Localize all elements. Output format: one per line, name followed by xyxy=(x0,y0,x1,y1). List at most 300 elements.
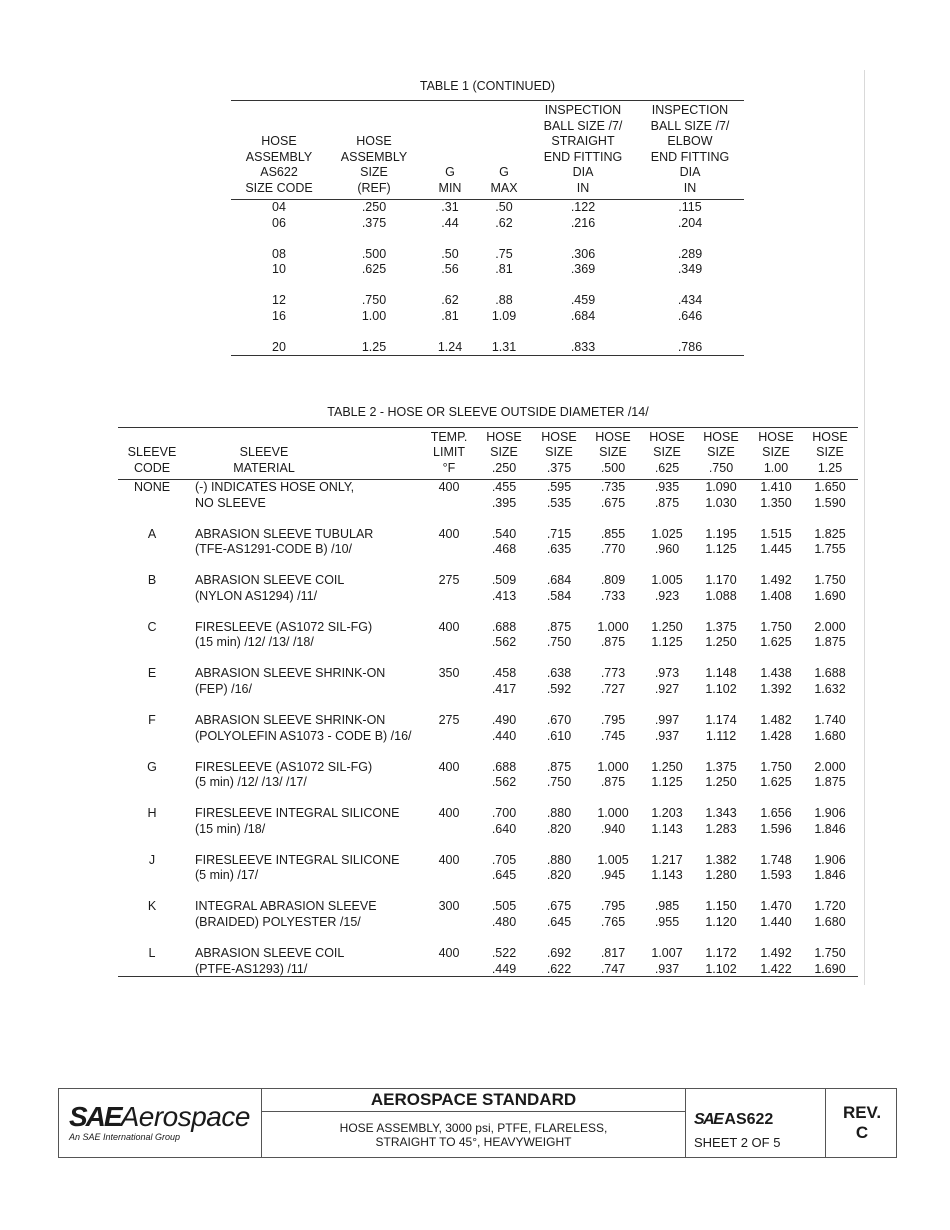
table1-cell: .62 xyxy=(495,216,513,230)
table2-sleeve-code: A xyxy=(147,526,157,541)
table2-header: .250 xyxy=(491,460,517,475)
table2-od-min: .562 xyxy=(491,635,517,650)
table1-header: ASSEMBLY xyxy=(245,149,313,164)
table1-header: ELBOW xyxy=(667,134,713,148)
table1-cell: .833 xyxy=(570,340,596,354)
table1-cell: .625 xyxy=(361,262,387,276)
table2-od-max: .795 xyxy=(600,899,626,914)
table1-cell: .88 xyxy=(495,293,513,307)
table2-od-max: 1.172 xyxy=(705,946,737,960)
table2-header: SLEEVE xyxy=(239,445,289,459)
table2-od-min: 1.846 xyxy=(814,821,846,836)
revision: REV. C xyxy=(842,1103,882,1142)
table1-cell: .349 xyxy=(677,262,703,276)
table2-od-min: .923 xyxy=(654,588,680,603)
table1-cell: 1.09 xyxy=(491,309,517,323)
table2-header: MATERIAL xyxy=(233,460,295,475)
table1-cell: 1.24 xyxy=(437,340,463,354)
table2-od-min: .480 xyxy=(491,914,517,929)
table2-sleeve-material: FIRESLEEVE INTEGRAL SILICONE xyxy=(195,852,400,867)
table2-od-min: .417 xyxy=(491,681,517,696)
table1-caption: TABLE 1 (CONTINUED) xyxy=(419,79,556,93)
revision-cell xyxy=(826,1089,898,1157)
table2-sleeve-code: B xyxy=(147,573,157,588)
table2-od-max: .670 xyxy=(546,713,572,727)
table1-cell: .56 xyxy=(441,262,459,276)
table2-od-max: .880 xyxy=(546,852,572,867)
table1-header: MIN xyxy=(438,180,462,195)
table2-od-max: 1.750 xyxy=(814,946,846,960)
table1-header: STRAIGHT xyxy=(551,134,615,148)
table2-sleeve-material: ABRASION SLEEVE COIL xyxy=(195,573,345,588)
table1-cell: 12 xyxy=(272,293,286,307)
table1-header: DIA xyxy=(679,165,701,179)
table2-sleeve-material: NO SLEEVE xyxy=(195,495,266,510)
table2-header: HOSE xyxy=(758,429,794,444)
table1-cell: 1.31 xyxy=(491,340,517,354)
table2-od-max: 1.650 xyxy=(814,480,846,494)
table2-od-min: 1.030 xyxy=(705,495,737,510)
table1-header: DIA xyxy=(572,165,594,179)
table2-od-min: .747 xyxy=(600,961,626,976)
table2-od-min: .440 xyxy=(491,728,517,743)
table2-od-max: 1.000 xyxy=(597,806,629,821)
table2-header: TEMP. xyxy=(430,429,468,444)
table2-od-min: .622 xyxy=(546,961,572,976)
table2-sleeve-code: NONE xyxy=(133,480,171,494)
table2-header: SIZE xyxy=(707,445,735,459)
table2-od-max: .638 xyxy=(546,666,572,681)
table2-od-max: .935 xyxy=(654,480,680,494)
table2-od-max: 1.250 xyxy=(651,759,683,774)
table2-od-max: 1.748 xyxy=(760,852,792,867)
table2-sleeve-material: (15 min) /18/ xyxy=(195,821,266,836)
table2-od-min: .750 xyxy=(546,635,572,650)
table2-od-max: .540 xyxy=(491,526,517,541)
table1-cell: .369 xyxy=(570,262,596,276)
document-number: SAE AS622 xyxy=(694,1111,774,1128)
table2-top-rule xyxy=(118,427,858,428)
table1-header: IN xyxy=(576,180,590,195)
table2-header: .750 xyxy=(708,460,734,475)
table2-od-max: .880 xyxy=(546,806,572,821)
table2-sleeve-material: ABRASION SLEEVE SHRINK-ON xyxy=(195,666,386,681)
table2-temp-limit: 400 xyxy=(438,526,460,541)
table1-header: IN xyxy=(683,180,697,195)
table2-header: °F xyxy=(442,460,456,475)
table2-od-min: .645 xyxy=(491,868,517,883)
table2-header: HOSE xyxy=(541,429,577,444)
table2-temp-limit: 300 xyxy=(438,899,460,914)
table1-header: HOSE xyxy=(261,134,297,148)
table2-od-max: 1.007 xyxy=(651,946,683,960)
table2-od-max: 1.688 xyxy=(814,666,846,681)
table2-od-max: 1.492 xyxy=(760,573,792,588)
table2-od-max: 1.492 xyxy=(760,946,792,960)
table2-od-max: 1.438 xyxy=(760,666,792,681)
table2-sleeve-material: (BRAIDED) POLYESTER /15/ xyxy=(195,914,361,929)
table2-od-max: 1.000 xyxy=(597,619,629,634)
table1-cell: .289 xyxy=(677,247,703,261)
table2-od-min: 1.350 xyxy=(760,495,792,510)
table2-od-max: .705 xyxy=(491,852,517,867)
table2-od-min: 1.408 xyxy=(760,588,792,603)
table1-cell: .44 xyxy=(441,216,459,230)
table2-temp-limit: 350 xyxy=(438,666,460,681)
table2-od-min: 1.632 xyxy=(814,681,846,696)
table2-sleeve-code: C xyxy=(147,619,157,634)
table2-header: SIZE xyxy=(816,445,844,459)
table1-cell: .500 xyxy=(361,247,387,261)
table2-od-max: 1.906 xyxy=(814,806,846,821)
table2-header: 1.00 xyxy=(763,460,789,475)
table2-od-max: .692 xyxy=(546,946,572,960)
sae-aerospace-logo: SAEAerospace xyxy=(69,1101,250,1132)
logo-cell xyxy=(59,1089,262,1157)
table2-temp-limit: 400 xyxy=(438,852,460,867)
table2-sleeve-material: (5 min) /17/ xyxy=(195,868,259,883)
table1-header: BALL SIZE /7/ xyxy=(543,118,623,133)
table2-od-min: 1.250 xyxy=(705,635,737,650)
table2-bottom-rule xyxy=(118,976,858,977)
table1-cell: .81 xyxy=(441,309,459,323)
table2-header: HOSE xyxy=(595,429,631,444)
document-number-cell xyxy=(686,1089,826,1157)
table2-od-min: .875 xyxy=(600,775,626,790)
table2-od-max: 1.250 xyxy=(651,619,683,634)
table1-cell: .50 xyxy=(441,247,459,261)
table2-sleeve-material: ABRASION SLEEVE SHRINK-ON xyxy=(195,713,386,727)
title-cell xyxy=(262,1089,686,1157)
table2-header: HOSE xyxy=(649,429,685,444)
table1-header: (REF) xyxy=(357,180,391,195)
table2-od-min: 1.625 xyxy=(760,775,792,790)
table1-cell: .306 xyxy=(570,247,596,261)
table2-od-min: 1.283 xyxy=(705,821,737,836)
table2-od-max: .684 xyxy=(546,573,572,588)
table2-sleeve-code: L xyxy=(148,946,156,960)
table1-cell: .75 xyxy=(495,247,513,261)
table2-od-min: 1.120 xyxy=(705,914,737,929)
table2-od-max: 1.174 xyxy=(705,713,737,727)
table2-od-max: 1.750 xyxy=(760,759,792,774)
table2-header: SIZE xyxy=(762,445,790,459)
table2-od-min: 1.596 xyxy=(760,821,792,836)
table1-cell: 16 xyxy=(272,309,286,323)
table2-od-max: 1.150 xyxy=(705,899,737,914)
table2-od-min: 1.625 xyxy=(760,635,792,650)
table2-od-min: .449 xyxy=(491,961,517,976)
table2-header: 1.25 xyxy=(817,460,843,475)
table2-od-min: 1.690 xyxy=(814,588,846,603)
table2-od-min: .820 xyxy=(546,868,572,883)
table2-header: LIMIT xyxy=(433,445,465,459)
table2-od-max: .490 xyxy=(491,713,517,727)
table2-sleeve-material: (-) INDICATES HOSE ONLY, xyxy=(195,480,355,494)
table2-od-max: 1.203 xyxy=(651,806,683,821)
table2-od-max: 1.148 xyxy=(705,666,737,681)
table1-header: SIZE xyxy=(360,165,388,179)
table2-od-max: 1.515 xyxy=(760,526,792,541)
table2-od-min: .875 xyxy=(600,635,626,650)
table2-sleeve-material: INTEGRAL ABRASION SLEEVE xyxy=(195,899,377,914)
table2-od-max: .817 xyxy=(600,946,626,960)
table1-cell: .750 xyxy=(361,293,387,307)
table1-header: G xyxy=(445,165,455,179)
table2-od-max: 1.000 xyxy=(597,759,629,774)
table2-od-max: 1.343 xyxy=(705,806,737,821)
table2-sleeve-material: (PTFE-AS1293) /11/ xyxy=(195,961,308,976)
table1-cell: .81 xyxy=(495,262,513,276)
table1-cell: 10 xyxy=(272,262,286,276)
table2-od-max: 1.090 xyxy=(705,480,737,494)
table2-od-max: 1.375 xyxy=(705,759,737,774)
table2-od-min: .960 xyxy=(654,542,680,557)
table2-od-max: .688 xyxy=(491,759,517,774)
table2-temp-limit: 400 xyxy=(438,619,460,634)
table2-od-max: 1.375 xyxy=(705,619,737,634)
table2-od-min: 1.875 xyxy=(814,775,846,790)
table1-header: SIZE CODE xyxy=(245,180,313,195)
table2-sleeve-material: FIRESLEEVE (AS1072 SIL-FG) xyxy=(195,619,373,634)
table2-header: HOSE xyxy=(486,429,522,444)
table2-od-max: 1.025 xyxy=(651,526,683,541)
table1-top-rule xyxy=(231,100,744,101)
table2-od-min: .945 xyxy=(600,868,626,883)
table1-cell: .786 xyxy=(677,340,703,354)
table2-od-max: 1.410 xyxy=(760,480,792,494)
table2-od-max: .455 xyxy=(491,480,517,494)
table2-od-min: .820 xyxy=(546,821,572,836)
table2-od-min: .765 xyxy=(600,914,626,929)
table2-header: .375 xyxy=(546,460,572,475)
table2-od-min: 1.875 xyxy=(814,635,846,650)
table2-od-max: .773 xyxy=(600,666,626,681)
table2-od-min: 1.422 xyxy=(760,961,792,976)
table2-od-min: .640 xyxy=(491,821,517,836)
table1-cell: 04 xyxy=(272,200,286,214)
table2-od-max: 1.906 xyxy=(814,852,846,867)
table2-od-min: 1.445 xyxy=(760,542,792,557)
table1-header: END FITTING xyxy=(650,149,730,164)
table2-sleeve-material: (15 min) /12/ /13/ /18/ xyxy=(195,635,314,650)
standard-description: HOSE ASSEMBLY, 3000 psi, PTFE, FLARELESS, STRAIGHT TO 45°, HEAVYWEIGHT xyxy=(339,1121,608,1149)
table2-od-min: .875 xyxy=(654,495,680,510)
table2-od-min: .675 xyxy=(600,495,626,510)
table2-od-min: .927 xyxy=(654,681,680,696)
table2-od-max: .458 xyxy=(491,666,517,681)
table2-sleeve-code: F xyxy=(148,713,156,727)
table2-sleeve-material: FIRESLEEVE INTEGRAL SILICONE xyxy=(195,806,400,821)
table2-od-max: 1.482 xyxy=(760,713,792,727)
table2-od-min: 1.125 xyxy=(651,635,683,650)
table2-od-min: 1.112 xyxy=(705,728,737,743)
table1-cell: .684 xyxy=(570,309,596,323)
table2-od-min: 1.125 xyxy=(705,542,737,557)
table2-sleeve-code: J xyxy=(148,852,156,867)
table2-od-min: 1.143 xyxy=(651,868,683,883)
table2-header: SIZE xyxy=(545,445,573,459)
sae-mini-logo: SAE xyxy=(694,1111,723,1128)
table2-header: .625 xyxy=(654,460,680,475)
table2-od-max: .509 xyxy=(491,573,517,588)
table2-od-max: .875 xyxy=(546,619,572,634)
table2-od-max: 1.750 xyxy=(760,619,792,634)
table2-od-min: 1.392 xyxy=(760,681,792,696)
table2-od-min: .750 xyxy=(546,775,572,790)
table2-temp-limit: 400 xyxy=(438,480,460,494)
table1-header: INSPECTION xyxy=(651,103,729,117)
table2-od-min: .610 xyxy=(546,728,572,743)
table2-od-max: 1.005 xyxy=(597,852,629,867)
table2-od-max: .973 xyxy=(654,666,680,681)
table2-header: SIZE xyxy=(599,445,627,459)
table2-temp-limit: 400 xyxy=(438,759,460,774)
table2-od-min: 1.593 xyxy=(760,868,792,883)
table2-od-min: .635 xyxy=(546,542,572,557)
table2-od-max: .522 xyxy=(491,946,517,960)
table2-header: HOSE xyxy=(703,429,739,444)
table2-od-min: 1.250 xyxy=(705,775,737,790)
table2-od-min: .940 xyxy=(600,821,626,836)
table2-od-min: 1.125 xyxy=(651,775,683,790)
standard-title: AEROSPACE STANDARD xyxy=(262,1089,685,1112)
table2-od-max: .700 xyxy=(491,806,517,821)
table2-sleeve-code: H xyxy=(147,806,157,821)
table1-header: AS622 xyxy=(260,165,298,179)
table2-temp-limit: 400 xyxy=(438,946,460,960)
table2-od-max: 1.005 xyxy=(651,573,683,588)
table1-header-rule xyxy=(231,199,744,200)
table2-od-min: .733 xyxy=(600,588,626,603)
table2-od-min: .413 xyxy=(491,588,517,603)
page-side-rule xyxy=(864,70,865,985)
table2-od-max: 1.825 xyxy=(814,526,846,541)
table1-header: BALL SIZE /7/ xyxy=(650,118,730,133)
table1-cell: .50 xyxy=(495,200,513,214)
table2-sleeve-material: (TFE-AS1291-CODE B) /10/ xyxy=(195,542,352,557)
table2-od-max: .997 xyxy=(654,713,680,727)
table2-od-min: .937 xyxy=(654,728,680,743)
table2-od-min: .584 xyxy=(546,588,572,603)
table2-sleeve-material: ABRASION SLEEVE COIL xyxy=(195,946,345,960)
table2-od-min: .562 xyxy=(491,775,517,790)
table2-od-max: 2.000 xyxy=(814,619,846,634)
table2-od-min: 1.088 xyxy=(705,588,737,603)
table1-header: INSPECTION xyxy=(544,103,622,117)
table2-header: SIZE xyxy=(653,445,681,459)
table2-od-min: 1.280 xyxy=(705,868,737,883)
table2-od-min: 1.755 xyxy=(814,542,846,557)
table2-od-max: 1.656 xyxy=(760,806,792,821)
table2-temp-limit: 400 xyxy=(438,806,460,821)
table2-od-min: 1.102 xyxy=(705,681,737,696)
table2-od-min: 1.102 xyxy=(705,961,737,976)
table2-od-min: .535 xyxy=(546,495,572,510)
table2-od-max: .715 xyxy=(546,526,572,541)
table2-od-min: .592 xyxy=(546,681,572,696)
table1-cell: 08 xyxy=(272,247,286,261)
table2-od-max: 1.740 xyxy=(814,713,846,727)
table2-od-max: 1.217 xyxy=(651,852,683,867)
table2-caption: TABLE 2 - HOSE OR SLEEVE OUTSIDE DIAMETER /14/ xyxy=(327,405,649,419)
table2-od-max: .675 xyxy=(546,899,572,914)
table2-od-max: .855 xyxy=(600,526,626,541)
table1-cell: .62 xyxy=(441,293,459,307)
table1-cell: .434 xyxy=(677,293,703,307)
table2-header: .500 xyxy=(600,460,626,475)
title-block xyxy=(58,1088,897,1158)
table2-sleeve-material: (FEP) /16/ xyxy=(195,681,252,696)
table2-header: SIZE xyxy=(490,445,518,459)
table1-cell: .646 xyxy=(677,309,703,323)
logo-tagline: An SAE International Group xyxy=(69,1132,181,1142)
table1-cell: .375 xyxy=(361,216,387,230)
table1-cell: 20 xyxy=(272,340,286,354)
table2-od-min: 1.440 xyxy=(760,914,792,929)
table1-cell: 06 xyxy=(272,216,286,230)
table2-od-max: .735 xyxy=(600,480,626,494)
table2-od-max: 1.382 xyxy=(705,852,737,867)
table2-od-min: 1.143 xyxy=(651,821,683,836)
table2-od-max: 1.470 xyxy=(760,899,792,914)
table2-od-min: .645 xyxy=(546,914,572,929)
table1-cell: .31 xyxy=(441,200,459,214)
table2-od-max: .688 xyxy=(491,619,517,634)
table2-od-min: 1.680 xyxy=(814,728,846,743)
table2-od-max: .809 xyxy=(600,573,626,588)
table2-od-max: .795 xyxy=(600,713,626,727)
table1-header: ASSEMBLY xyxy=(340,149,408,164)
table2-sleeve-material: FIRESLEEVE (AS1072 SIL-FG) xyxy=(195,759,373,774)
table2-temp-limit: 275 xyxy=(438,713,460,727)
table2-sleeve-material: (NYLON AS1294) /11/ xyxy=(195,588,318,603)
table2-od-max: .875 xyxy=(546,759,572,774)
table2-od-max: 1.750 xyxy=(814,573,846,588)
table1-cell: .122 xyxy=(570,200,596,214)
table2-od-max: .505 xyxy=(491,899,517,914)
table1-header: END FITTING xyxy=(543,149,623,164)
table1-cell: 1.00 xyxy=(361,309,387,323)
table2-header: CODE xyxy=(133,460,171,475)
table1-bottom-rule xyxy=(231,355,744,356)
table1-cell: .459 xyxy=(570,293,596,307)
table2-od-min: 1.680 xyxy=(814,914,846,929)
table2-od-min: 1.846 xyxy=(814,868,846,883)
table2-od-min: .955 xyxy=(654,914,680,929)
table2-od-min: 1.690 xyxy=(814,961,846,976)
table1-cell: 1.25 xyxy=(361,340,387,354)
table2-od-min: 1.590 xyxy=(814,495,846,510)
table2-sleeve-code: E xyxy=(147,666,157,681)
table2-sleeve-material: (5 min) /12/ /13/ /17/ xyxy=(195,775,307,790)
table1-cell: .216 xyxy=(570,216,596,230)
table1-header: G xyxy=(499,165,509,179)
table2-od-min: .468 xyxy=(491,542,517,557)
table1-cell: .204 xyxy=(677,216,703,230)
table2-od-min: .770 xyxy=(600,542,626,557)
table2-sleeve-code: G xyxy=(147,759,157,774)
table2-od-min: .727 xyxy=(600,681,626,696)
table2-od-min: .745 xyxy=(600,728,626,743)
table2-sleeve-material: (POLYOLEFIN AS1073 - CODE B) /16/ xyxy=(195,728,412,743)
table2-od-max: .985 xyxy=(654,899,680,914)
table2-header: HOSE xyxy=(812,429,848,444)
table1-cell: .250 xyxy=(361,200,387,214)
table2-sleeve-material: ABRASION SLEEVE TUBULAR xyxy=(195,526,374,541)
table2-od-min: 1.428 xyxy=(760,728,792,743)
table2-od-max: 1.195 xyxy=(705,526,737,541)
